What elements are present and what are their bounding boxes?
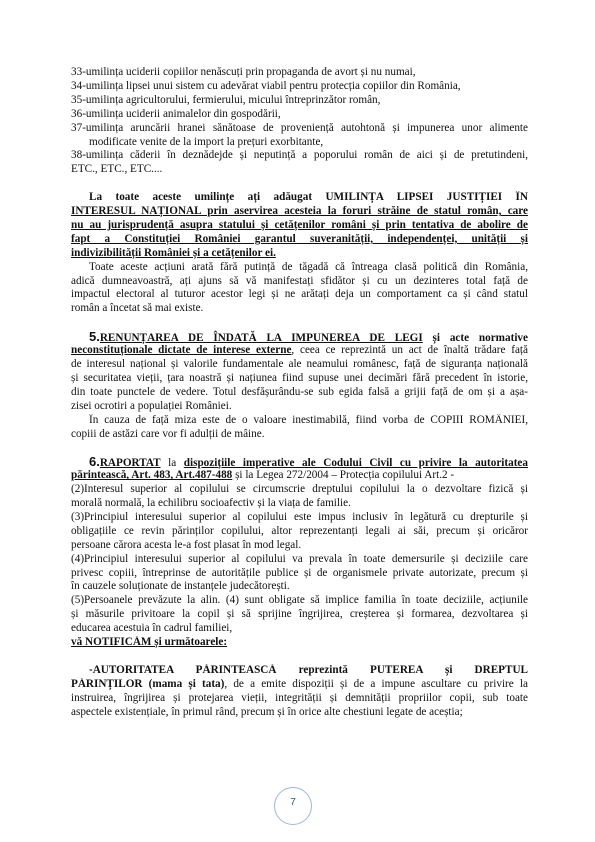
paragraph-line: PĂRINȚILOR (mama și tata), de a emite dispoziții și de a impune ascultare cu privire la <box>71 677 528 690</box>
paragraph-line: indivizibilității României și a cetățenilor ei. <box>71 246 276 259</box>
paragraph-line: fapt a Constituției României garantul suveranității, independenței, unității și <box>71 232 528 245</box>
paragraph-line: zisei ocrotiri a populației României. <box>71 399 232 412</box>
paragraph-line: persoane cărora acesta le-a fost plasat în mod legal. <box>71 538 302 551</box>
section-5 <box>71 330 528 441</box>
list-item: ETC., ETC., ETC.... <box>71 163 163 176</box>
list-item: 34-umilința lipsei unui sistem cu adevărat viabil pentru protecția copiilor din România, <box>71 79 461 92</box>
paragraph-line: INTERESUL NAȚIONAL prin aservirea acesteia la foruri străine de statul român, care <box>71 205 528 218</box>
paragraph-line: părintească, Art. 483, Art.487-488 și la Legea 272/2004 – Protecția copilului Art.2 - <box>71 469 455 482</box>
paragraph-line: de interesul național și valorile fundamentale ale neamului românesc, față de siguranța națională <box>71 358 528 371</box>
document-page <box>71 66 528 720</box>
paragraph-line: și măsurile privitoare la copil și să sprijine îngrijirea, creșterea și formarea, dezvoltarea și <box>71 608 528 621</box>
umilinte-list <box>71 66 528 177</box>
paragraph-line: neconstituționale dictate de interese externe, ceea ce reprezintă un act de înaltă trădare față <box>71 344 528 357</box>
notification-heading: vă NOTIFICĂM și următoarele: <box>71 636 228 649</box>
paragraph-line: (3)Principiul interesului superior al copilului este impus inclusiv în legătură cu drepturile și <box>71 511 528 524</box>
paragraph-line: (4)Principiul interesului superior al copilului va prevala în toate demersurile și deciziile care <box>71 552 528 565</box>
paragraph-line: Toate aceste acțiuni arată fără putință de tăgadă că întreaga clasă politică din România, <box>89 260 528 273</box>
paragraph-line: obligațiile ce revin părinților copilului, altor reprezentanți legali ai săi, precum și oricăror <box>71 524 528 537</box>
paragraph-line: în cauzele soluționate de instanțele judecătorești. <box>71 580 290 593</box>
section-number: 6. <box>89 455 100 470</box>
paragraph-line: aspectele existențiale, în primul rând, precum și în orice alte chestiuni legate de aceștia; <box>71 705 463 718</box>
paragraph-line: (5)Persoanele prevăzute la alin. (4) sunt obligate să implice familia în toate deciziile, acțiunile <box>71 594 528 607</box>
paragraph-line: La toate aceste umilințe ați adăugat UMILINȚA LIPSEI JUSTIȚIEI ÎN <box>89 191 528 204</box>
paragraph-line: și securitatea vieții, țara noastră și națiunea fiind supuse unei decimări fără precedent în istorie, <box>71 371 528 384</box>
paragraph-line: (2)Interesul superior al copilului se circumscrie dreptului copilului la o dezvoltare fizică și <box>71 483 528 496</box>
list-item: 33-umilința uciderii copiilor nenăscuți prin propaganda de avort și nu numai, <box>71 66 416 78</box>
paragraph-line: din toate punctele de vedere. Totul desfășurându-se sub egida falsă a grijii față de om și a așa- <box>71 385 528 398</box>
list-item: 35-umilința agricultorului, fermierului, micului întreprinzător român, <box>71 93 381 106</box>
paragraph-line: copiii de astăzi care vor fi adulții de mâine. <box>71 427 265 440</box>
list-item: 38-umilința căderii în deznădejde și neputință a poporului român de aici și de pretutindeni, <box>71 149 528 162</box>
paragraph-line: morală normală, la echilibru socioafectiv și la viața de familie. <box>71 497 351 510</box>
list-item: 37-umilința aruncării hranei sănătoase de proveniență autohtonă și impunerea unor alimente <box>71 121 528 134</box>
justitie-paragraph <box>71 191 528 260</box>
paragraph-line: privesc copiii, întreprinse de autoritățile publice și de organismele private autorizate, precum și <box>71 566 528 579</box>
actions-paragraph <box>71 261 528 317</box>
paragraph-line: impactul electoral al tuturor acestor legi și ne arătați deja un comportament ca și când statul <box>71 288 528 301</box>
paragraph-line: educarea acestuia în cadrul familiei, <box>71 622 233 635</box>
paragraph-line: adică dumneavoastră, ați ajuns să vă manifestați sfidător și cu un dezinteres total față de <box>71 274 528 287</box>
list-item: modificate venite de la import la prețuri exorbitante, <box>89 135 324 148</box>
section-number: 5. <box>89 330 100 345</box>
paragraph-line: nu au jurisprudență asupra statului și cetățenilor români și prin tentativa de abolire de <box>71 219 528 231</box>
list-item: 36-umilința uciderii animalelor din gospodării, <box>71 107 281 120</box>
paragraph-line: -AUTORITATEA PĂRINTEASCĂ reprezintă PUTEREA și DREPTUL <box>89 663 528 676</box>
paragraph-line: român a încetat să mai existe. <box>71 302 204 315</box>
autoritate-paragraph <box>71 664 528 720</box>
section-5-heading: 5.RENUNȚAREA DE ÎNDATĂ LA IMPUNEREA DE LEGI și acte normative <box>89 330 528 345</box>
section-6-heading: 6.RAPORTAT la dispozițiile imperative ale Codului Civil cu privire la autoritatea <box>89 455 528 470</box>
page-number: 7 <box>290 797 296 808</box>
paragraph-line: instruirea, îngrijirea și protejarea vieții, integrității și demnității propriilor copii, sub toate <box>71 691 528 704</box>
paragraph-line: În cauza de față miza este de o valoare inestimabilă, fiind vorba de COPIII ROMÂNIEI, <box>89 413 528 426</box>
section-6 <box>71 455 528 650</box>
